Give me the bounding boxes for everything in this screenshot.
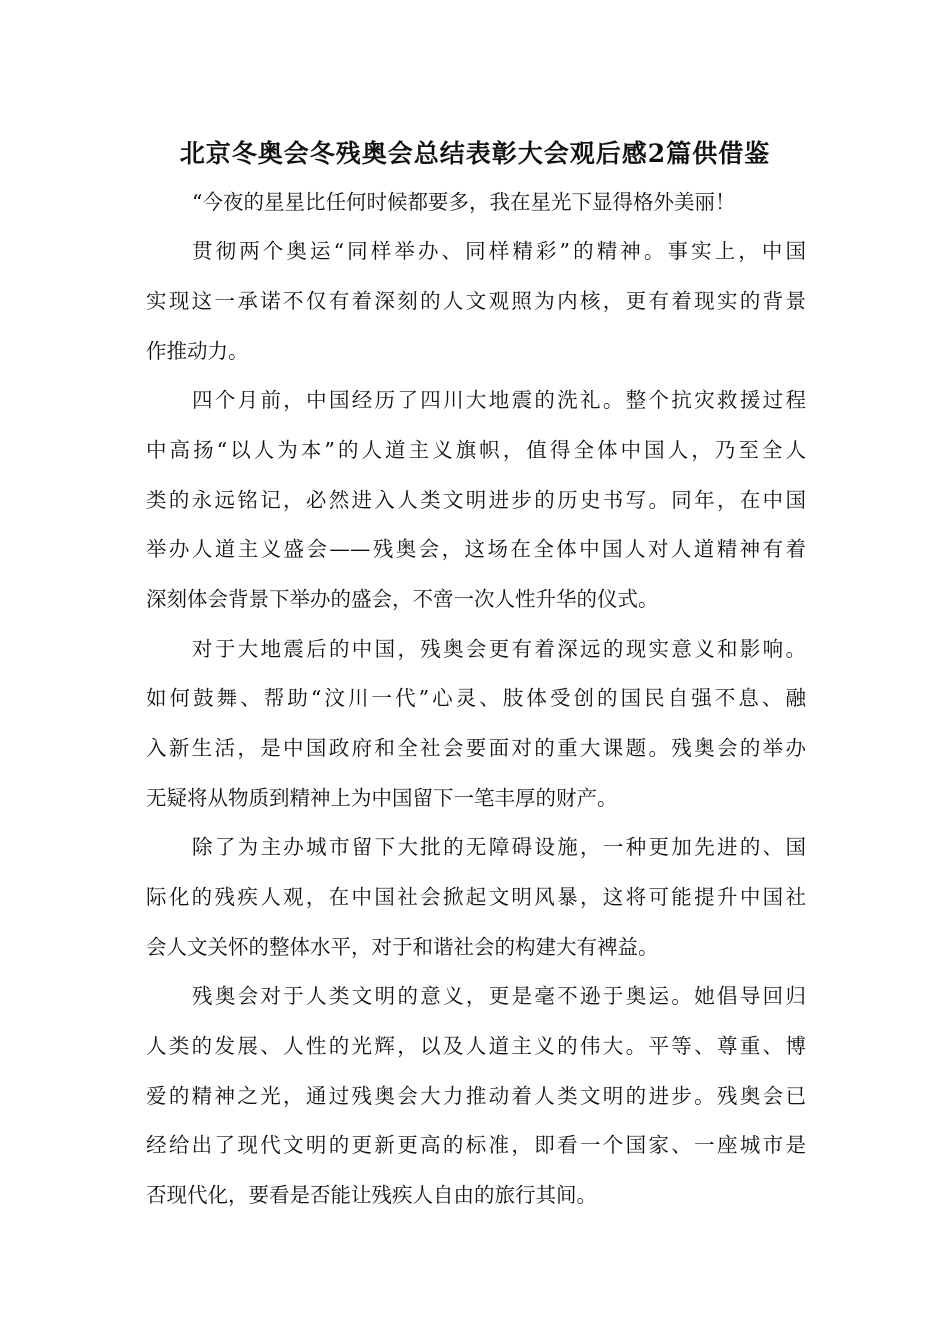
paragraph-2-line-1: 贯彻两个奥运“同样举办、同样精彩”的精神。事实上，中国 <box>192 239 806 263</box>
paragraph-3-line-4: 举办人道主义盛会——残奥会，这场在全体中国人对人道精神有着 <box>146 537 806 561</box>
paragraph-2-line-3: 作推动力。 <box>146 339 249 363</box>
paragraph-6-line-1: 残奥会对于人类文明的意义，更是毫不逊于奥运。她倡导回归 <box>192 984 806 1008</box>
document-title: 北京冬奥会冬残奥会总结表彰大会观后感2篇供借鉴 <box>179 139 771 168</box>
paragraph-3-line-5: 深刻体会背景下举办的盛会，不啻一次人性升华的仪式。 <box>146 587 659 611</box>
paragraph-3-line-3: 类的永远铭记，必然进入人类文明进步的历史书写。同年，在中国 <box>146 488 806 512</box>
paragraph-4-line-2: 如何鼓舞、帮助“汶川一代”心灵、肢体受创的国民自强不息、融 <box>146 686 806 710</box>
paragraph-2-line-2: 实现这一承诺不仅有着深刻的人文观照为内核，更有着现实的背景 <box>146 289 806 313</box>
paragraph-3-line-1: 四个月前，中国经历了四川大地震的洗礼。整个抗灾救援过程 <box>192 388 806 412</box>
paragraph-3-line-2: 中高扬“以人为本”的人道主义旗帜，值得全体中国人，乃至全人 <box>146 438 806 462</box>
paragraph-6-line-2: 人类的发展、人性的光辉，以及人道主义的伟大。平等、尊重、博 <box>146 1034 806 1058</box>
paragraph-5-line-3: 会人文关怀的整体水平，对于和谐社会的构建大有裨益。 <box>146 935 659 959</box>
paragraph-4-line-3: 入新生活，是中国政府和全社会要面对的重大课题。残奥会的举办 <box>146 736 806 760</box>
paragraph-6-line-3: 爱的精神之光，通过残奥会大力推动着人类文明的进步。残奥会已 <box>146 1084 806 1108</box>
paragraph-4-line-4: 无疑将从物质到精神上为中国留下一笔丰厚的财产。 <box>146 786 618 810</box>
paragraph-6-line-5: 否现代化，要看是否能让残疾人自由的旅行其间。 <box>146 1183 597 1207</box>
paragraph-6-line-4: 经给出了现代文明的更新更高的标准，即看一个国家、一座城市是 <box>146 1133 806 1157</box>
paragraph-4-line-1: 对于大地震后的中国，残奥会更有着深远的现实意义和影响。 <box>192 637 806 661</box>
paragraph-5-line-1: 除了为主办城市留下大批的无障碍设施，一种更加先进的、国 <box>192 835 806 859</box>
paragraph-1-line-1: “今夜的星星比任何时候都要多，我在星光下显得格外美丽！ <box>192 190 736 214</box>
paragraph-5-line-2: 际化的残疾人观，在中国社会掀起文明风暴，这将可能提升中国社 <box>146 885 806 909</box>
